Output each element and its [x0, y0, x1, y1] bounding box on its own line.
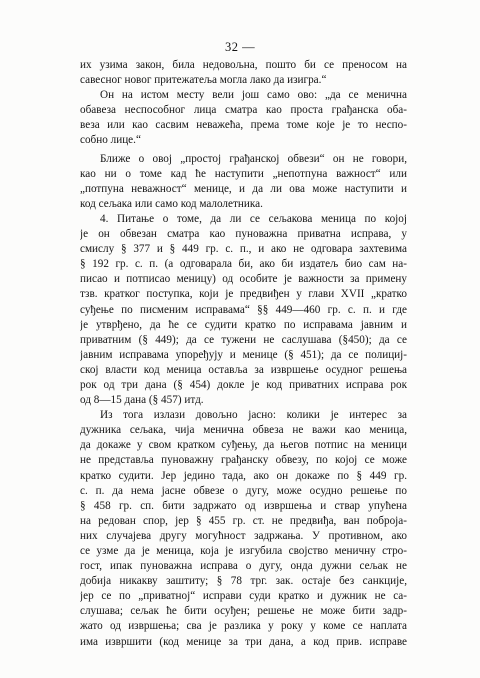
- text-line: Ближе о овој „простој грађанској обвези“ он не говори,: [100, 152, 407, 165]
- text-line: дужника сељака, чија менична обвеза не важи као меница,: [80, 424, 407, 437]
- text-line: јавним исправама упоређују и менице (§ 451); да се полициј-: [80, 348, 407, 361]
- text-line: гост, ипак пуноважна исправа о дугу, онда дужни сељак не: [80, 560, 407, 573]
- text-line: тзв. кратког поступка, који је предвиђен у глави XVII „кратко: [80, 288, 407, 301]
- paragraph: [80, 152, 407, 212]
- text-line: слушава; сељак ће бити осуђен; решење не може бити задр-: [80, 605, 407, 618]
- text-line: 4. Питање о томе, да ли се сељакова меница по којој: [100, 212, 407, 225]
- text-line: жато од извршења; сва је разлика у року у коме се наплата: [80, 620, 407, 633]
- text-line: обавеза неспособног лица сматра као проста грађанска оба-: [80, 104, 407, 117]
- text-line: као ни о томе кад ће наступити „непотпуна важност“ или: [80, 167, 407, 180]
- text-line: код сељака или само код малолетника.: [80, 197, 263, 210]
- text-line: собно лице.“: [80, 134, 141, 147]
- text-line: рок од три дана (§ 454) докле је код приватних исправа рок: [80, 378, 407, 391]
- text-line: смислу § 377 и § 449 гр. с. п., и ако не одговара захтевима: [80, 243, 407, 256]
- text-line: има извршити (код менице за три дана, а код прив. исправе: [80, 635, 407, 648]
- paragraph: [80, 88, 407, 148]
- paragraph: [80, 58, 407, 88]
- text-line: је он обвезан сматра као пуноважна приватна исправа, у: [80, 228, 407, 241]
- text-line: не представља пуноважну грађанску обвезу, по којој се може: [80, 454, 407, 467]
- paragraph: [80, 408, 407, 650]
- text-line: ској власти код меница оставља за извршење осудног решења: [80, 363, 407, 376]
- text-line: Из тога излази довољно јасно: колики је интерес за: [100, 409, 407, 422]
- text-line: суђење по писменим исправама“ §§ 449—460 гр. с. п. и где: [80, 303, 407, 316]
- text-line: писао и потписао меницу) од особите је важности за примену: [80, 273, 407, 286]
- page-number: 32 —: [224, 40, 256, 54]
- text-line: је утврђено, да ће се судити кратко по исправама јавним и: [80, 318, 407, 331]
- body-text: [80, 58, 407, 650]
- text-line: § 458 гр. сп. бити задржато од извршења и ствар упућена: [80, 499, 407, 512]
- text-line: приватним (§ 449); да се тужени не саслушава (§450); да се: [80, 333, 407, 346]
- text-line: да докаже у свом кратком суђењу, да његов потпис на меници: [80, 439, 407, 452]
- text-line: јер се по „приватној“ исправи суди кратко и дужник не са-: [80, 590, 407, 603]
- text-line: добија никакву заштиту; § 78 трг. зак. остаје без санкције,: [80, 575, 407, 588]
- text-line: Он на истом месту вели још само ово: „да се менична: [100, 89, 407, 102]
- text-line: „потпуна неважност“ менице, и да ли ова може наступити и: [80, 182, 407, 195]
- text-line: се узме да је меница, која је изгубила својство меничну стро-: [80, 545, 407, 557]
- text-line: их узима закон, била недовољна, пошто би се преносом на: [80, 59, 407, 71]
- text-line: с. п. да нема јасне обвезе о дугу, може осудно решење по: [80, 484, 407, 497]
- text-line: веза или као сасвим неважећа, према томе које је то неспо-: [80, 119, 407, 132]
- text-line: на редован спор, јер § 455 гр. ст. не предвиђа, ван поброја-: [80, 514, 407, 527]
- paragraph: [80, 212, 407, 408]
- text-line: них случајева другу могућност задржања. У противном, ако: [80, 529, 407, 542]
- text-line: од 8—15 дана (§ 457) итд.: [80, 394, 204, 407]
- text-line: § 192 гр. с. п. (а одговарала би, ако би издатељ био сам на-: [80, 258, 407, 271]
- text-line: кратко судити. Јер једино тада, ако он докаже по § 449 гр.: [80, 469, 407, 482]
- text-line: савесног новог притежатеља могла лако да изигра.“: [80, 74, 327, 87]
